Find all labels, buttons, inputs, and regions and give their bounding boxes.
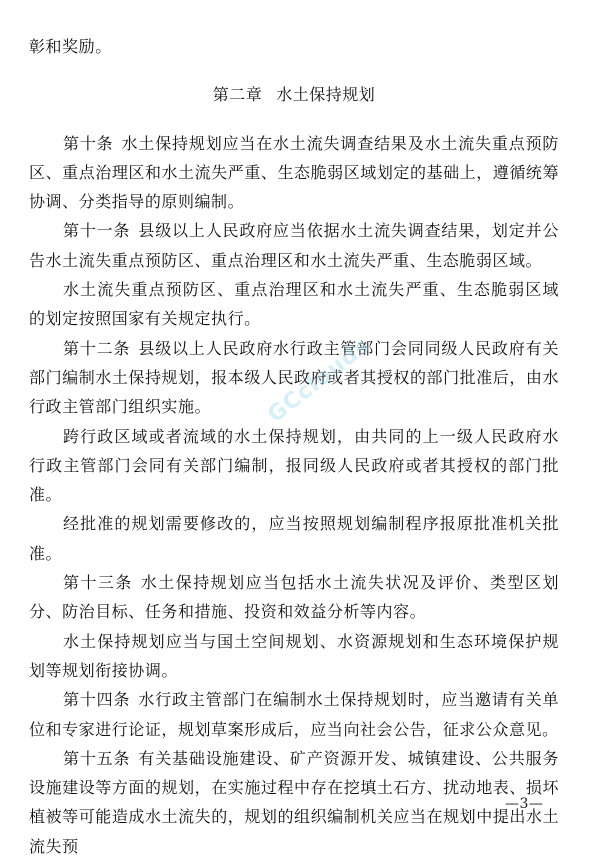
paragraph-article-14 — [29, 685, 559, 744]
paragraph — [29, 275, 559, 334]
document-body — [29, 32, 559, 861]
article-text: 有关基础设施建设、矿产资源开发、城镇建设、公共服务设施建设等方面的规划，在实施过程中存在挖填土石方、扰动地表、损坏植被等可能造成水土流失的，规划的组织编制机关应当在规划中提出水土流失预 — [29, 748, 559, 856]
chapter-heading — [29, 80, 559, 109]
article-text: 水行政主管部门在编制水土保持规划时，应当邀请有关单位和专家进行论证，规划草案形成后，应当向社会公告，征求公众意见。 — [29, 690, 559, 739]
paragraph-text: 跨行政区域或者流域的水土保持规划，由共同的上一级人民政府水行政主管部门会同有关部门编制，报同级人民政府或者其授权的部门批准。 — [29, 426, 559, 505]
paragraph-article-10 — [29, 129, 559, 217]
page-number: —3— — [505, 796, 544, 812]
paragraph — [29, 422, 559, 510]
article-text: 县级以上人民政府水行政主管部门会同同级人民政府有关部门编制水土保持规划，报本级人民政府或者其授权的部门批准后，由水行政主管部门组织实施。 — [29, 338, 559, 417]
paragraph-article-11 — [29, 216, 559, 275]
paragraph — [29, 509, 559, 568]
chapter-number: 第二章 — [212, 85, 263, 105]
paragraph-text: 水土流失重点预防区、重点治理区和水土流失严重、生态脆弱区域的划定按照国家有关规定执行。 — [29, 280, 559, 329]
paragraph-article-13 — [29, 568, 559, 627]
article-label: 第十三条 — [63, 573, 133, 593]
paragraph-text: 经批准的规划需要修改的，应当按照规划编制程序报原批准机关批准。 — [29, 514, 559, 563]
article-label: 第十五条 — [63, 748, 131, 768]
paragraph-article-15 — [29, 744, 559, 861]
chapter-title: 水土保持规划 — [276, 85, 376, 105]
article-label: 第十条 — [63, 133, 114, 153]
article-text: 县级以上人民政府应当依据水土流失调查结果，划定并公告水土流失重点预防区、重点治理区和水土流失严重、生态脆弱区域。 — [29, 221, 559, 270]
article-text: 水土保持规划应当包括水土流失状况及评价、类型区划分、防治目标、任务和措施、投资和效益分析等内容。 — [29, 573, 559, 622]
continuation-text: 彰和奖励。 — [29, 37, 112, 56]
article-label: 第十一条 — [63, 221, 131, 241]
article-text: 水土保持规划应当在水土流失调查结果及水土流失重点预防区、重点治理区和水土流失严重、生态脆弱区域划定的基础上，遵循统筹协调、分类指导的原则编制。 — [29, 133, 559, 212]
watermark-logo: GCclouds — [263, 332, 376, 429]
paragraph-text: 水土保持规划应当与国土空间规划、水资源规划和生态环境保护规划等规划衔接协调。 — [29, 631, 559, 680]
paragraph — [29, 627, 559, 686]
article-label: 第十二条 — [63, 338, 131, 358]
article-label: 第十四条 — [63, 690, 131, 710]
